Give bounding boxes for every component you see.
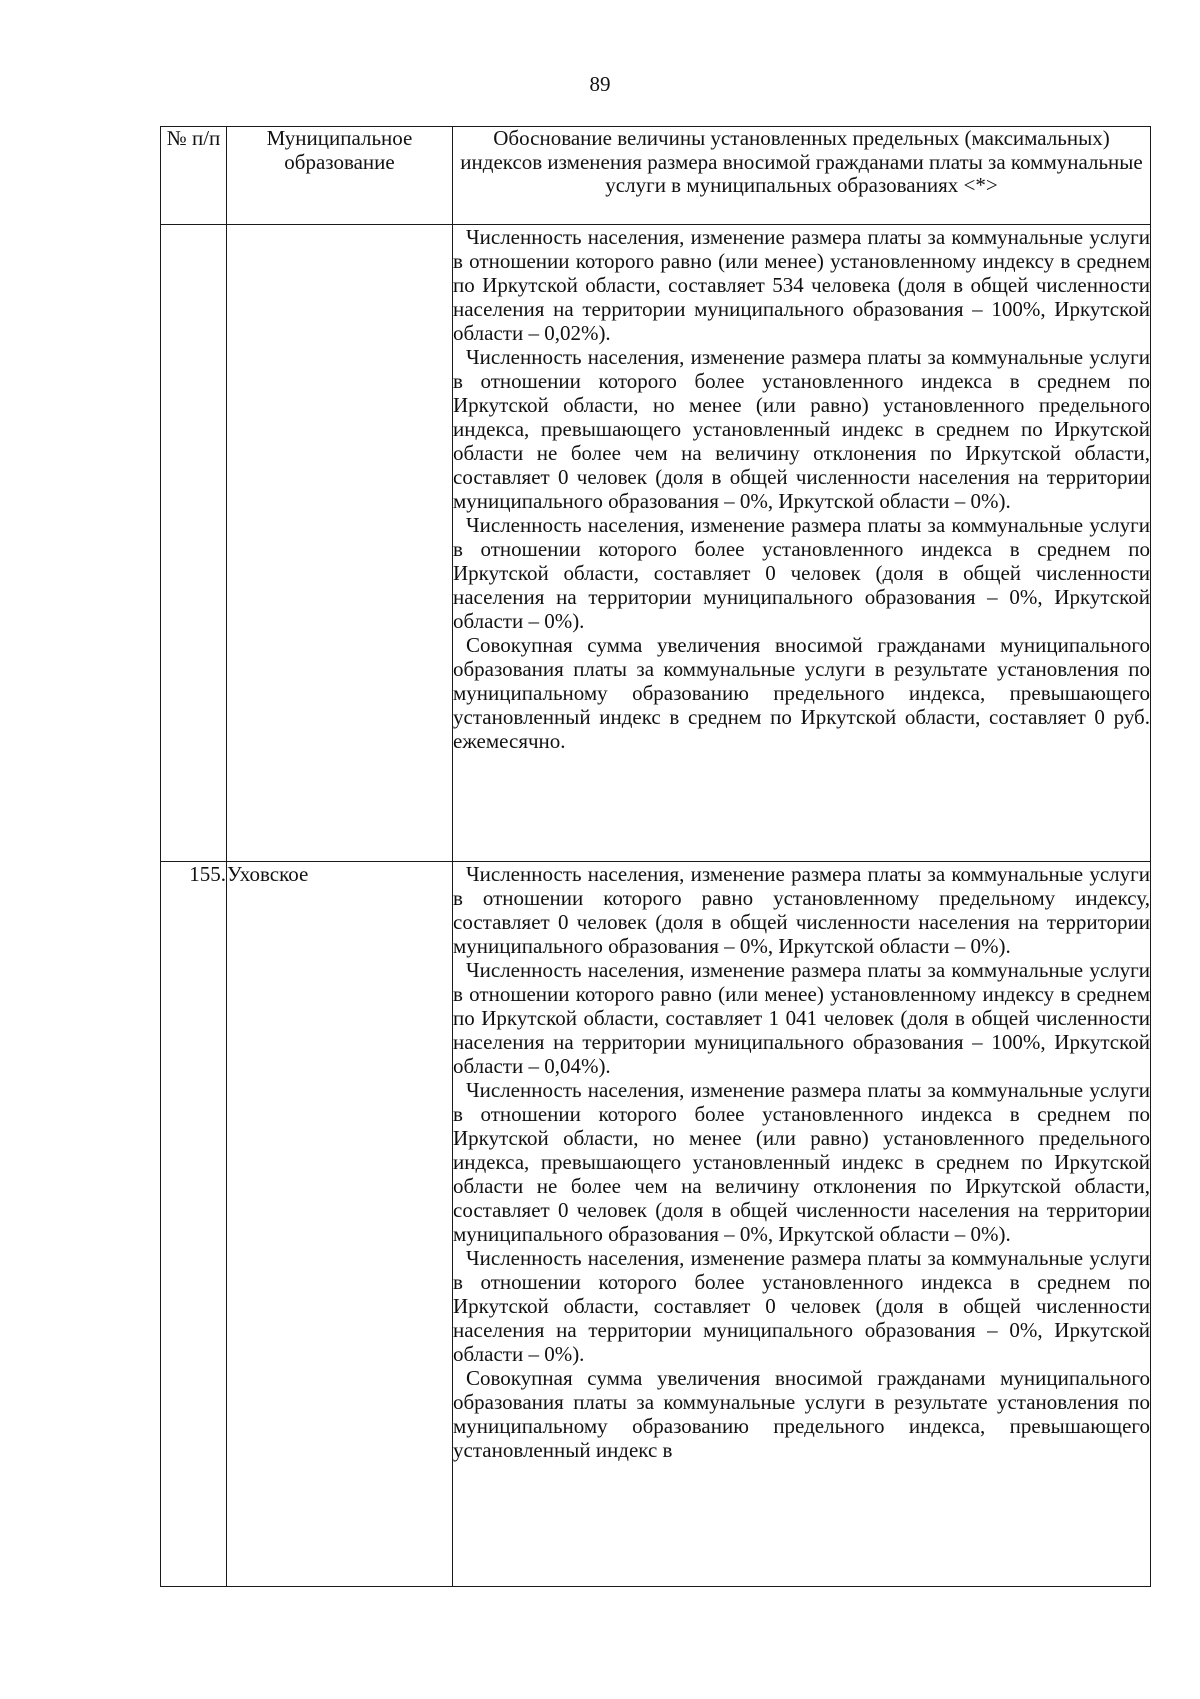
header-municipality: Муниципальное образование (227, 127, 453, 225)
row-number: 155. (161, 862, 227, 1587)
row-municipality: Уховское (227, 862, 453, 1587)
justification-paragraph: Численность населения, изменение размера платы за коммунальные услуги в отношении которого равно установленному предельному индексу, составляет 0 человек (доля в общей численности населения на территории муниципального образования – 0%, Иркутской области – 0%). (453, 862, 1150, 958)
table-header-row (161, 127, 1151, 225)
justification-paragraph: Численность населения, изменение размера платы за коммунальные услуги в отношении которого более установленного индекса в среднем по Иркутской области, составляет 0 человек (доля в общей численности населения на территории муниципального образования – 0%, Иркутской области – 0%). (453, 513, 1150, 633)
justification-paragraph: Численность населения, изменение размера платы за коммунальные услуги в отношении которого более установленного индекса в среднем по Иркутской области, составляет 0 человек (доля в общей численности населения на территории муниципального образования – 0%, Иркутской области – 0%). (453, 1246, 1150, 1366)
row-number (161, 225, 227, 862)
table-row (161, 862, 1151, 1587)
table-row (161, 225, 1151, 862)
justification-paragraph: Совокупная сумма увеличения вносимой гражданами муниципального образования платы за коммунальные услуги в результате установления по муниципальному образованию предельного индекса, превышающего установленный индекс в (453, 1366, 1150, 1462)
header-number: № п/п (161, 127, 227, 225)
row-municipality (227, 225, 453, 862)
row-justification (453, 225, 1151, 862)
justification-paragraph: Численность населения, изменение размера платы за коммунальные услуги в отношении которого более установленного индекса в среднем по Иркутской области, но менее (или равно) установленного предельного индекса, превышающего установленный индекс в среднем по Иркутской области не более чем на величину отклонения по Иркутской области, составляет 0 человек (доля в общей численности населения на территории муниципального образования – 0%, Иркутской области – 0%). (453, 345, 1150, 513)
justification-paragraph: Численность населения, изменение размера платы за коммунальные услуги в отношении которого равно (или менее) установленному индексу в среднем по Иркутской области, составляет 1 041 человек (доля в общей численности населения на территории муниципального образования – 100%, Иркутской области – 0,04%). (453, 958, 1150, 1078)
header-justification: Обоснование величины установленных предельных (максимальных) индексов изменения размера вносимой гражданами платы за коммунальные услуги в муниципальных образованиях <*> (453, 127, 1151, 225)
row-justification (453, 862, 1151, 1587)
justification-paragraph: Совокупная сумма увеличения вносимой гражданами муниципального образования платы за коммунальные услуги в результате установления по муниципальному образованию предельного индекса, превышающего установленный индекс в среднем по Иркутской области, составляет 0 руб. ежемесячно. (453, 633, 1150, 753)
page-number: 89 (589, 72, 611, 96)
justification-paragraph: Численность населения, изменение размера платы за коммунальные услуги в отношении которого равно (или менее) установленному индексу в среднем по Иркутской области, составляет 534 человека (доля в общей численности населения на территории муниципального образования – 100%, Иркутской области – 0,02%). (453, 225, 1150, 345)
justification-paragraph: Численность населения, изменение размера платы за коммунальные услуги в отношении которого более установленного индекса в среднем по Иркутской области, но менее (или равно) установленного предельного индекса, превышающего установленный индекс в среднем по Иркутской области не более чем на величину отклонения по Иркутской области, составляет 0 человек (доля в общей численности населения на территории муниципального образования – 0%, Иркутской области – 0%). (453, 1078, 1150, 1246)
municipal-index-table (160, 126, 1151, 1587)
